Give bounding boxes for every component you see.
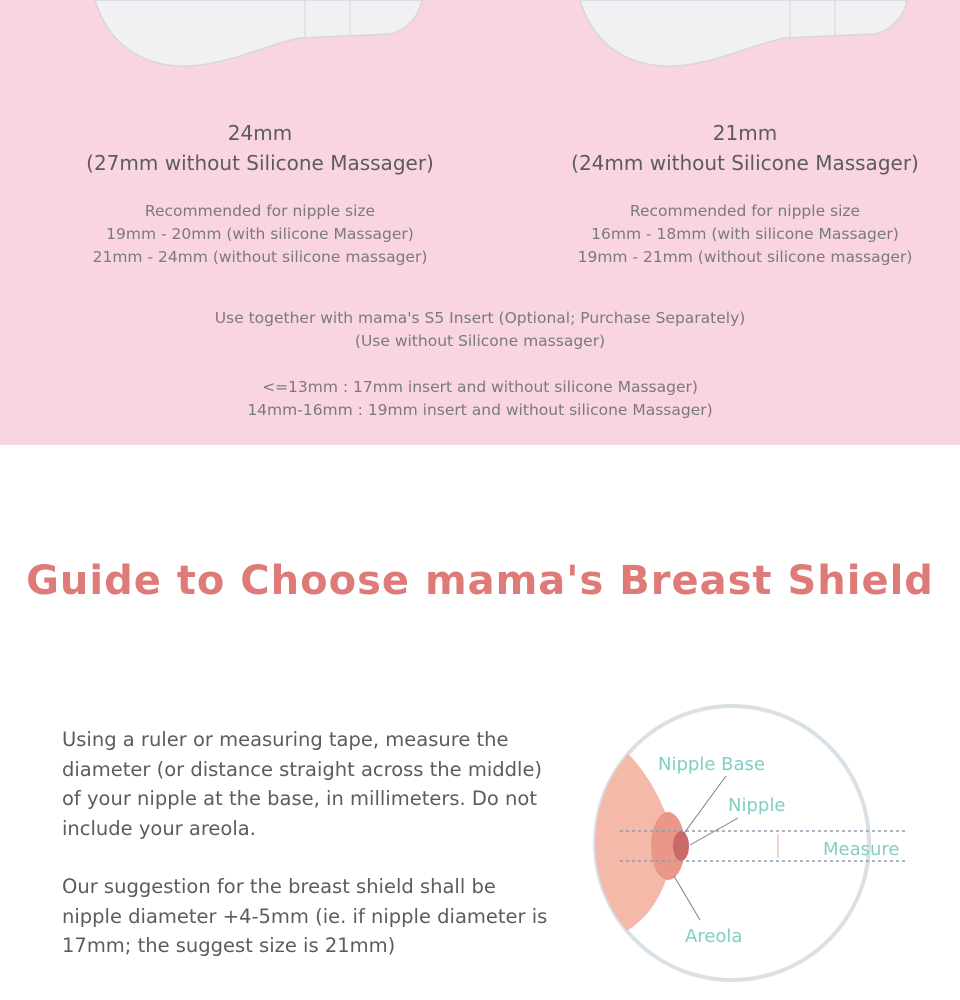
rec-title: Recommended for nipple size (144, 202, 376, 220)
recommendation (505, 200, 960, 269)
shield-size-alt: (27mm without Silicone Massager) (86, 151, 434, 175)
rec-with: 19mm - 20mm (with silicone Massager) (106, 225, 414, 243)
shield-size-alt: (24mm without Silicone Massager) (571, 151, 919, 175)
shield-24mm-info (20, 118, 500, 269)
nipple-measure-diagram (550, 700, 960, 990)
insert-note (0, 307, 960, 353)
insert-line-2: (Use without Silicone massager) (354, 332, 606, 350)
shield-size: 24mm (227, 121, 293, 145)
rec-with: 16mm - 18mm (with silicone Massager) (591, 225, 899, 243)
insert-line-4: 14mm-16mm : 19mm insert and without silicone Massager) (247, 401, 713, 419)
shield-size: 21mm (712, 121, 778, 145)
recommendation (20, 200, 500, 269)
rec-without: 21mm - 24mm (without silicone massager) (92, 248, 428, 266)
label-areola: Areola (685, 926, 743, 947)
nipple-shape (673, 831, 689, 861)
shield-21mm-info (505, 118, 960, 269)
insert-sizes (0, 376, 960, 422)
guide-paragraph-measure: Using a ruler or measuring tape, measure the diameter (or distance straight across the middle) of your nipple at the base, in millimeters. Do not include your areola. (62, 728, 543, 840)
breast-shield-24mm-image (90, 0, 430, 80)
breast-shield-21mm-image (575, 0, 915, 80)
insert-line-3: <=13mm : 17mm insert and without silicone Massager) (262, 378, 698, 396)
guide-paragraph-suggestion: Our suggestion for the breast shield shall be nipple diameter +4-5mm (ie. if nipple diameter is 17mm; the suggest size is 21mm) (62, 875, 548, 957)
shield-sizes-section (0, 0, 960, 445)
insert-line-1: Use together with mama's S5 Insert (Optional; Purchase Separately) (214, 309, 746, 327)
label-nipple-base: Nipple Base (658, 754, 765, 775)
label-nipple: Nipple (728, 795, 786, 816)
rec-title: Recommended for nipple size (629, 202, 861, 220)
label-measure: Measure (823, 839, 900, 860)
rec-without: 19mm - 21mm (without silicone massager) (577, 248, 913, 266)
guide-title: Guide to Choose mama's Breast Shield (26, 558, 934, 604)
